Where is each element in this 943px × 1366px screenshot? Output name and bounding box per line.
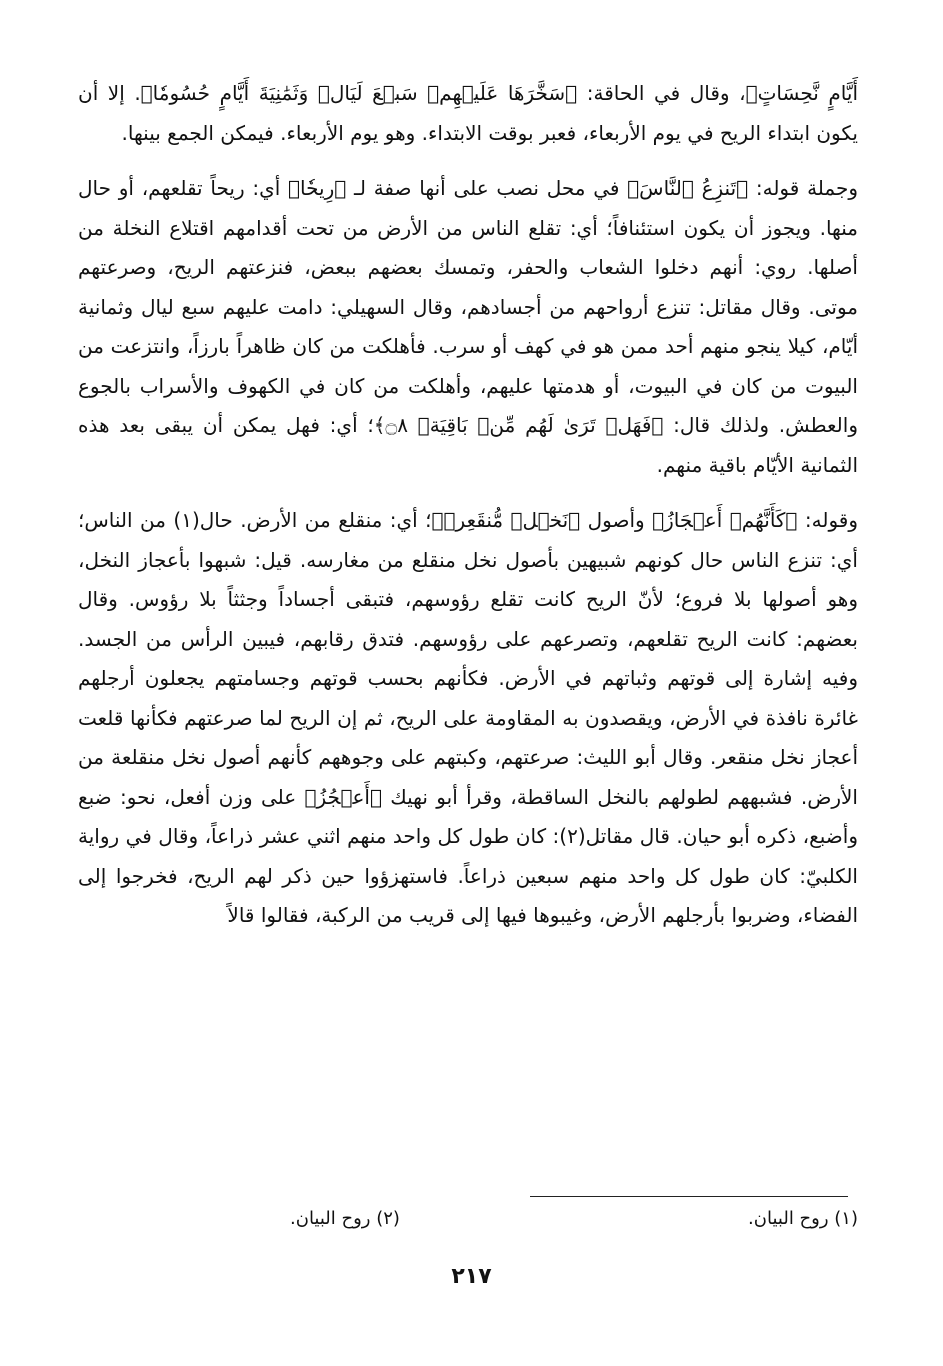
page-number: ٢١٧	[451, 1264, 492, 1289]
footnotes	[290, 1208, 858, 1244]
paragraph-3: وقوله: ﴿كَأَنَّهُمۡ أَعۡجَازُ﴾ وأصول ﴿نَخۡلٖ مُّنقَعِرٖ﴾؛ أي: منقلع من الأرض. حال(١) من الناس؛ أي: تنزع الناس حال كونهم شبيهين بأصول نخل منقلع من مغارسه. قيل: شبهوا بأعجاز النخل، وهو أصولها بلا فروع؛ لأنّ الريح كانت تقلع رؤوسهم، فتبقى أجساداً وجثثاً بلا رؤوس. وقال بعضهم: كانت الريح تقلعهم، وتصرعهم على رؤوسهم. فتدق رقابهم، فيبين الرأس من الجسد. وفيه إشارة إلى قوتهم وثباتهم في الأرض. فكأنهم بحسب قوتهم وجسامتهم يجعلون أرجلهم غائرة نافذة في الأرض، ويقصدون به المقاومة على الريح، ثم إن الريح لما صرعتهم فكأنها قلعت أعجاز نخل منقعر. وقال أبو الليث: صرعتهم، وكبتهم على وجوههم كأنهم أصول نخل منقلعة من الأرض. فشبههم لطولهم بالنخل الساقطة، وقرأ أبو نهيك ﴿أَعۡجُزُ﴾ على وزن أفعل، نحو: ضبع وأضبع، ذكره أبو حيان. قال مقاتل(٢): كان طول كل واحد منهم اثني عشر ذراعاً، وقال في رواية الكلبيّ: كان طول كل واحد منهم سبعين ذراعاً. فاستهزؤوا حين ذكر لهم الريح، فخرجوا إلى الفضاء، وضربوا بأرجلهم الأرض، وغيبوها فيها إلى قريب من الركبة، فقالوا قالاً	[78, 508, 858, 927]
footnote-divider	[530, 1196, 848, 1197]
paragraph-2: وجملة قوله: ﴿تَنزِعُ ٱلنَّاسَ﴾ في محل نصب على أنها صفة لـ ﴿رِيحٗا﴾ أي: ريحاً تقلعهم، أو حال منها. ويجوز أن يكون استئنافاً؛ أي: تقلع الناس من الأرض من تحت أقدامهم اقتلاع النخلة من أصلها. روي: أنهم دخلوا الشعاب والحفر، وتمسك بعضهم ببعض، فنزعتهم الريح، وصرعتهم موتى. وقال مقاتل: تنزع أرواحهم من أجسادهم، وقال السهيلي: دامت عليهم سبع ليال وثمانية أيّام، كيلا ينجو منهم أحد ممن هو في كهف أو سرب. فأهلكت من كان ظاهراً بارزاً، وانتزعت من البيوت من كان في البيوت، أو هدمتها عليهم، وأهلكت من كان في الكهوف والأسراب بالجوع والعطش. ولذلك قال: ﴿فَهَلۡ تَرَىٰ لَهُم مِّنۢ بَاقِيَةٖ ۝٨﴾؛ أي: فهل يمكن أن يبقى بعد هذه الثمانية الأيّام باقية منهم.	[78, 176, 858, 477]
footnote-2: (٢) روح البيان.	[290, 1208, 400, 1229]
paragraph-1: أَيَّامٍ نَّحِسَاتٍ﴾، وقال في الحاقة: ﴿سَخَّرَهَا عَلَيۡهِمۡ سَبۡعَ لَيَالٖ وَثَمَٰنِيَةَ أَيَّامٍ حُسُومٗا﴾. إلا أن يكون ابتداء الريح في يوم الأربعاء، فعبر بوقت الابتداء. وهو يوم الأربعاء. فيمكن الجمع بينها.	[78, 81, 858, 145]
footnote-1: (١) روح البيان.	[748, 1208, 858, 1229]
main-text	[78, 74, 858, 936]
